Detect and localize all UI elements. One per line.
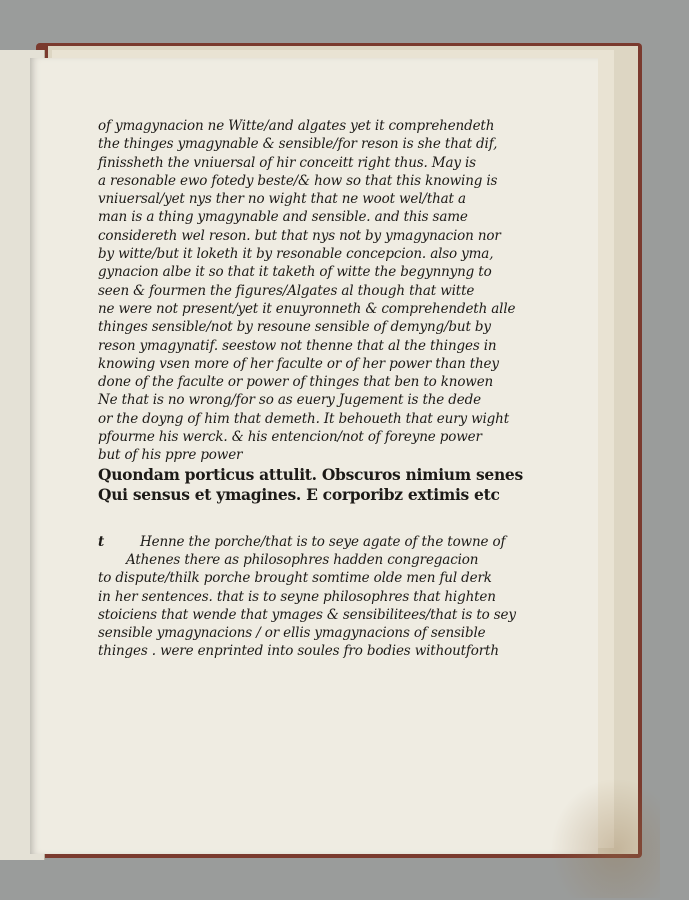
water-stain (550, 778, 660, 898)
text-line: by witte/but it loketh it by resonable concepcion. also yma, (98, 246, 494, 263)
text-line: Athenes there as philosophres hadden congregacion (126, 551, 479, 568)
text-line: done of the faculte or power of thinges that ben to knowen (98, 374, 494, 391)
text-line: gynacion albe it so that it taketh of witte the begynnyng to (98, 264, 492, 281)
text-line: of ymagynacion ne Witte/and algates yet it comprehendeth (98, 118, 495, 134)
text-line: man is a thing ymagynable and sensible. and this same (98, 209, 468, 226)
text-line: or the doyng of him that demeth. It behoueth that eury wight (98, 410, 509, 427)
text-line: in her sentences. that is to seyne philosophres that highten (98, 588, 496, 605)
page-text (98, 117, 523, 661)
text-line: ne were not present/yet it enuyronneth & comprehendeth alle (98, 300, 516, 317)
text-line: a resonable ewo fotedy beste/& how so that this knowing is (98, 172, 498, 189)
commentary-paragraph (98, 533, 516, 661)
text-line: finissheth the vniuersal of hir conceitt right thus. May is (98, 154, 476, 171)
text-line: seen & fourmen the figures/Algates al though that witte (98, 282, 475, 299)
text-line: to dispute/thilk porche brought somtime olde men ful derk (98, 570, 492, 587)
text-line: pfourme his werck. & his entencion/not of foreyne power (98, 429, 482, 446)
text-line: Ne that is no wrong/for so as euery Jugement is the dede (98, 392, 481, 409)
text-line: but of his ppre power (98, 447, 243, 464)
text-line: knowing vsen more of her faculte or of her power than they (98, 355, 499, 372)
text-line: considereth wel reson. but that nys not by ymagynacion nor (98, 227, 501, 244)
text-line: stoiciens that wende that ymages & sensibilitees/that is to sey (98, 606, 516, 623)
text-line: Henne the porche/that is to seye agate of the towne of (140, 533, 506, 550)
text-line: the thinges ymagynable & sensible/for reson is she that dif, (98, 136, 498, 153)
spacer (98, 505, 468, 533)
latin-verse-line: Qui sensus et ymagines. E corporibz extimis etc (98, 484, 500, 504)
text-line: thinges . were enprinted into soules fro bodies withoutforth (98, 643, 499, 660)
text-line: vniuersal/yet nys ther no wight that ne woot wel/that a (98, 191, 466, 208)
text-line: reson ymagynatif. seestow not thenne that al the thinges in (98, 337, 497, 354)
text-line: sensible ymagynacions / or ellis ymagynacions of sensible (98, 625, 486, 642)
text-line: thinges sensible/not by resoune sensible of demyng/but by (98, 319, 491, 336)
latin-verse-line: Quondam porticus attulit. Obscuros nimium senes (98, 464, 523, 484)
paragraph-mark: t (98, 533, 105, 550)
